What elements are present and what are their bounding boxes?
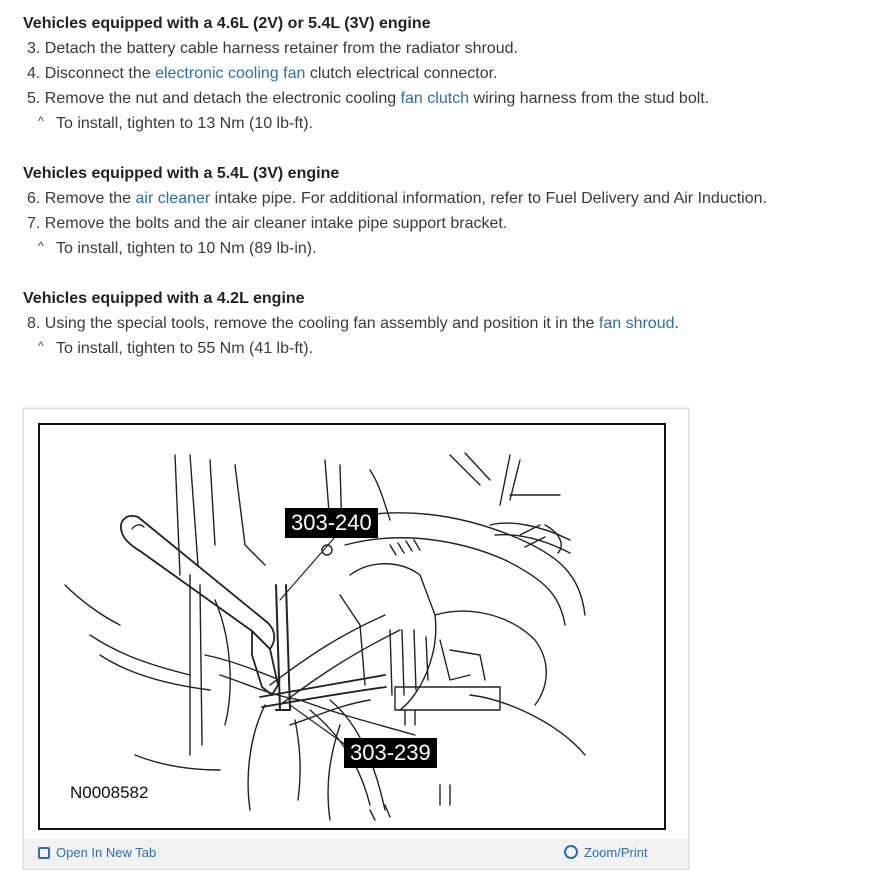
caret-up-icon: ^ [38, 114, 44, 128]
torque-note [23, 111, 873, 136]
section-4-2l [23, 286, 873, 361]
link-fan-clutch[interactable]: fan clutch [400, 90, 470, 107]
section-5-4l [23, 161, 873, 261]
open-in-new-tab-button[interactable] [38, 845, 156, 860]
link-electronic-cooling-fan[interactable]: electronic cooling fan [155, 65, 306, 82]
caret-up-icon: ^ [38, 339, 44, 353]
note-text: To install, tighten to 13 Nm (10 lb-ft). [56, 115, 313, 132]
step-text: Remove the [44, 190, 136, 207]
new-tab-icon [38, 847, 50, 859]
section-heading: Vehicles equipped with a 5.4L (3V) engine [23, 165, 340, 182]
step-text: Remove the bolts and the air cleaner intake pipe support bracket. [44, 215, 508, 232]
step-text: Remove the nut and detach the electronic cooling [44, 90, 401, 107]
step-text: Disconnect the [44, 65, 156, 82]
step-3 [23, 36, 873, 61]
step-number: 4. [27, 65, 41, 82]
step-6 [23, 186, 873, 211]
figure-toolbar [24, 839, 688, 869]
step-7 [23, 211, 873, 236]
step-number: 5. [27, 90, 41, 107]
tool-callout-303-240: 303-240 [285, 508, 378, 538]
step-4 [23, 61, 873, 86]
step-text: Detach the battery cable harness retainer from the radiator shroud. [44, 40, 518, 57]
zoom-icon [564, 845, 578, 859]
step-text: Using the special tools, remove the cooling fan assembly and position it in the [44, 315, 599, 332]
step-number: 3. [27, 40, 41, 57]
step-text-after: wiring harness from the stud bolt. [469, 90, 710, 107]
zoom-print-button[interactable] [564, 845, 648, 860]
torque-note [23, 336, 873, 361]
technical-illustration[interactable] [38, 423, 666, 830]
link-air-cleaner[interactable]: air cleaner [135, 190, 211, 207]
step-8 [23, 311, 873, 336]
step-text-after: intake pipe. For additional information, refer to Fuel Delivery and Air Induction. [210, 190, 767, 207]
zoom-print-label: Zoom/Print [584, 845, 648, 860]
section-4-6l-5-4l [23, 11, 873, 136]
note-text: To install, tighten to 10 Nm (89 lb-in). [56, 240, 317, 257]
step-5 [23, 86, 873, 111]
step-text-after: clutch electrical connector. [305, 65, 498, 82]
step-text-after: . [674, 315, 679, 332]
step-number: 8. [27, 315, 41, 332]
figure-container [23, 408, 689, 870]
caret-up-icon: ^ [38, 239, 44, 253]
tool-callout-303-239: 303-239 [344, 738, 437, 768]
section-heading: Vehicles equipped with a 4.6L (2V) or 5.4L (3V) engine [23, 15, 431, 32]
note-text: To install, tighten to 55 Nm (41 lb-ft). [56, 340, 313, 357]
section-heading: Vehicles equipped with a 4.2L engine [23, 290, 305, 307]
link-fan-shroud[interactable]: fan shroud [598, 315, 675, 332]
figure-id: N0008582 [70, 783, 149, 802]
step-number: 6. [27, 190, 41, 207]
open-in-new-tab-label: Open In New Tab [56, 845, 157, 860]
torque-note [23, 236, 873, 261]
step-number: 7. [27, 215, 41, 232]
